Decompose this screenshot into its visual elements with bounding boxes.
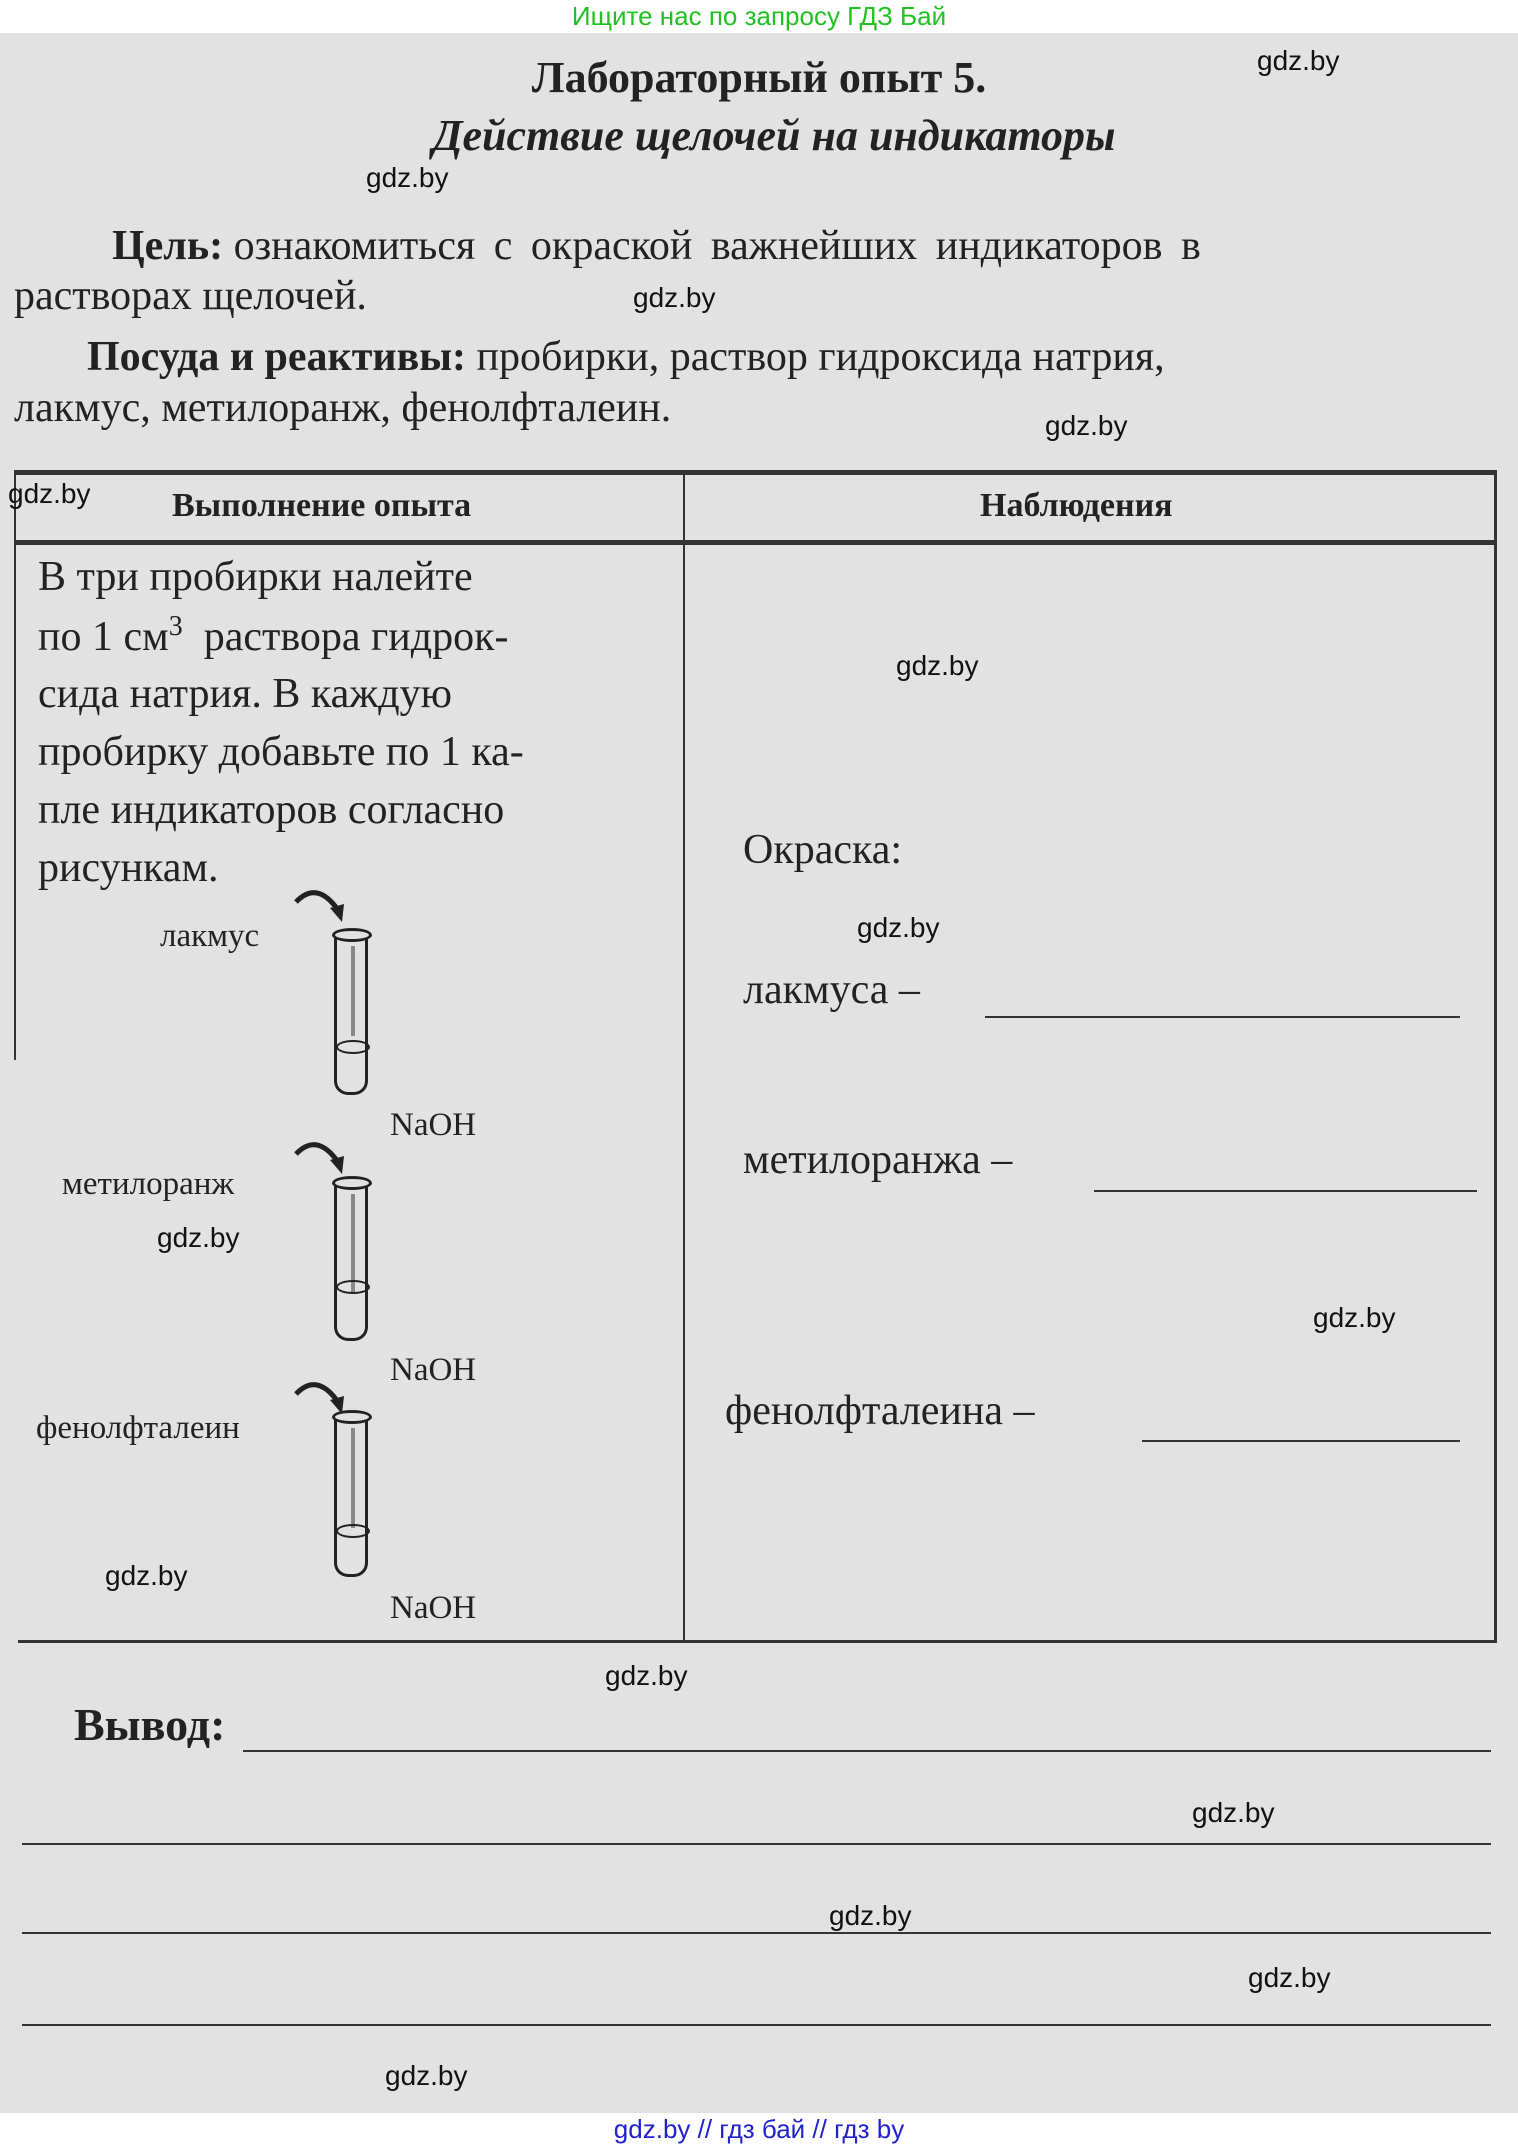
test-tube-icon [334,932,368,1095]
table-header-border [14,540,1497,545]
watermark: gdz.by [8,478,91,509]
watermark: gdz.by [1248,1962,1331,1993]
observation-methyl-orange: метилоранжа – [743,1137,1013,1183]
watermark: gdz.by [385,2060,468,2091]
drop-arrow-icon [292,880,352,930]
goal-line-2: растворах щелочей. [14,273,367,319]
equipment-line-2: лакмус, метилоранж, фенолфталеин. [14,385,672,431]
equipment-line-1 [87,333,1165,381]
header-observations: Наблюдения [980,487,1173,524]
top-banner[interactable]: Ищите нас по запросу ГДЗ Бай [571,1,947,31]
procedure-line: рисункам. [38,845,219,891]
watermark: gdz.by [157,1222,240,1253]
watermark: gdz.by [1257,45,1340,76]
watermark: gdz.by [857,912,940,943]
watermark: gdz.by [605,1660,688,1691]
table-top-border [14,470,1497,475]
conclusion-line[interactable] [22,1843,1491,1845]
watermark: gdz.by [896,650,979,681]
watermark: gdz.by [633,282,716,313]
header-procedure: Выполнение опыта [172,487,472,524]
table-left-border [14,470,16,1060]
observation-phenolphthalein: фенолфталеина – [725,1388,1035,1434]
answer-line-phenolphthalein[interactable] [1142,1440,1460,1442]
page-subtitle: Действие щелочей на индикаторы [432,111,1116,160]
procedure-line: пробирку добавьте по 1 ка- [38,729,524,775]
conclusion-line[interactable] [22,2024,1491,2026]
observation-litmus: лакмуса – [743,967,920,1013]
goal-text: ознакомиться с окраской важнейших индикаторов в [233,223,1201,269]
indicator-label-methyl-orange: метилоранж [62,1166,235,1202]
test-tube-icon [334,1180,368,1341]
answer-line-litmus[interactable] [985,1016,1460,1018]
watermark: gdz.by [829,1900,912,1931]
solution-label: NaOH [390,1352,477,1388]
procedure-line: по 1 $см^3$ раствора гидрок- [38,611,509,660]
drop-arrow-icon [292,1132,352,1182]
observation-heading: Окраска: [743,827,903,873]
goal-line-1 [112,222,1201,270]
conclusion-line[interactable] [22,1932,1491,1934]
watermark: gdz.by [366,162,449,193]
solution-label: NaOH [390,1590,477,1626]
page-title: Лабораторный опыт 5. [531,53,987,102]
procedure-line: пле индикаторов согласно [38,787,505,833]
equipment-text: пробирки, раствор гидроксида натрия, [476,334,1165,380]
test-tube-icon [334,1414,368,1577]
conclusion-line[interactable] [243,1750,1491,1752]
watermark: gdz.by [105,1560,188,1591]
table-right-border [1494,470,1497,1642]
goal-label: Цель: [112,223,224,269]
conclusion-label: Вывод: [74,1699,226,1750]
bottom-banner[interactable]: gdz.by // гдз бай // гдз by [613,2114,905,2144]
procedure-line: В три пробирки налейте [38,554,473,600]
indicator-label-litmus: лакмус [160,918,260,954]
watermark: gdz.by [1313,1302,1396,1333]
procedure-line: сида натрия. В каждую [38,671,453,717]
equipment-label: Посуда и реактивы: [87,334,467,380]
answer-line-methyl-orange[interactable] [1094,1190,1477,1192]
solution-label: NaOH [390,1107,477,1143]
watermark: gdz.by [1192,1797,1275,1828]
table-column-divider [683,470,685,1642]
table-bottom-border [18,1640,1497,1643]
watermark: gdz.by [1045,410,1128,441]
indicator-label-phenolphthalein: фенолфталеин [36,1410,240,1446]
